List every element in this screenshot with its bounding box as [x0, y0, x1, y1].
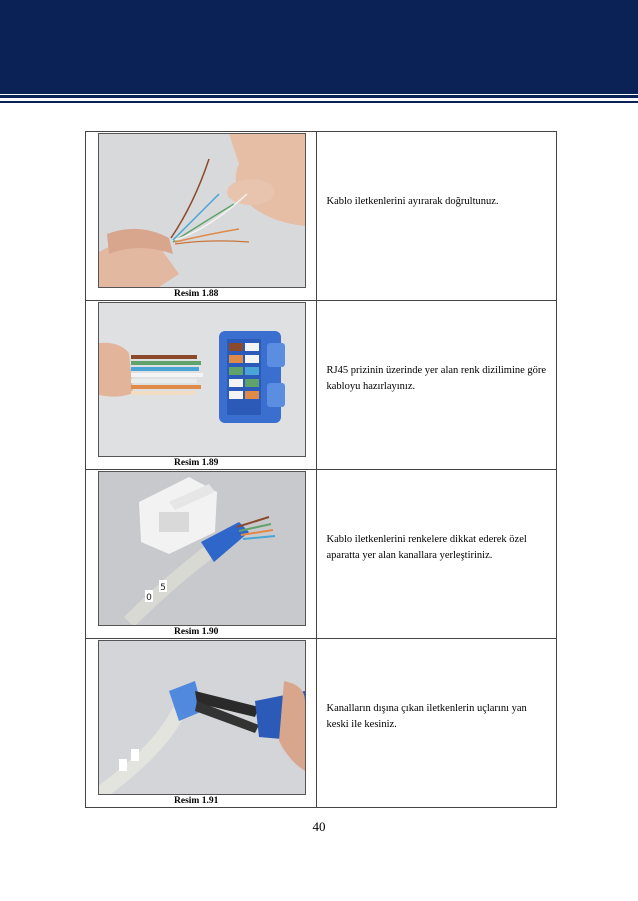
- figure-caption: Resim 1.90: [174, 627, 219, 637]
- instruction-cell: [316, 470, 557, 639]
- table-row: [86, 639, 557, 808]
- image-cell: [86, 639, 317, 808]
- image-cell: [86, 301, 317, 470]
- instruction-cell: [316, 301, 557, 470]
- cable-marker-label-1: 0: [146, 593, 152, 603]
- image-cell: [86, 470, 317, 639]
- page-number: 40: [312, 819, 326, 834]
- figure-caption: Resim 1.89: [174, 458, 219, 468]
- cable-marker-label-2: 5: [160, 583, 166, 593]
- instruction-text: Kablo iletkenlerini ayırarak doğrultunuz.: [326, 196, 499, 207]
- instruction-text: RJ45 prizinin üzerinde yer alan renk dizilimine göre kabloyu hazırlayınız.: [326, 365, 547, 392]
- figure-caption: Resim 1.88: [174, 289, 219, 299]
- header-rule-lower: [0, 101, 638, 103]
- instruction-text: Kablo iletkenlerini renkelere dikkat ederek özel aparatta yer alan kanallara yerleştiriniz.: [326, 534, 527, 561]
- figure-caption: Resim 1.91: [174, 796, 219, 806]
- table-row: [86, 132, 557, 301]
- instruction-cell: [316, 132, 557, 301]
- table-row: [86, 470, 557, 639]
- photo-wire-applicator: [98, 471, 306, 626]
- image-cell: [86, 132, 317, 301]
- instruction-text: Kanalların dışına çıkan iletkenlerin uçlarını yan keski ile kesiniz.: [326, 703, 527, 730]
- table-row: [86, 301, 557, 470]
- photo-straighten-wires: [98, 133, 306, 288]
- steps-table: [85, 131, 557, 808]
- instruction-cell: [316, 639, 557, 808]
- photo-side-cutter: [98, 640, 306, 795]
- header-band: [0, 0, 638, 94]
- photo-rj45-jack: [98, 302, 306, 457]
